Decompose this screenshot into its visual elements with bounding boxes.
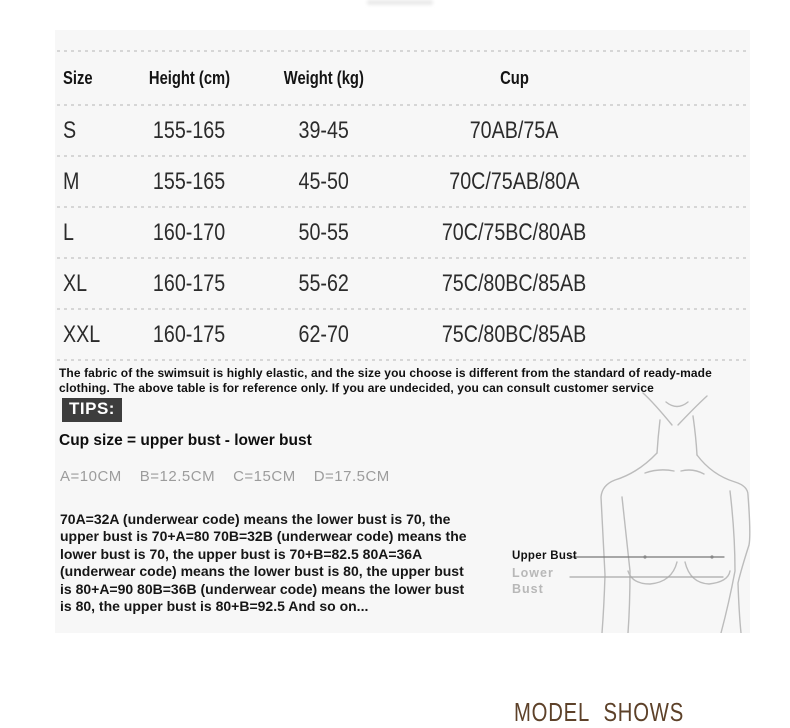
torso-diagram	[560, 385, 790, 633]
cell-height: 160-175	[152, 269, 226, 297]
cup-increment-values	[60, 468, 390, 485]
collarbone-right	[681, 470, 704, 474]
header-size: Size	[63, 67, 93, 88]
bust-point-left	[643, 555, 646, 558]
table-row-m	[57, 157, 748, 206]
table-row-xxl	[57, 310, 748, 359]
cup-code-explanation: 70A=32A (underwear code) means the lower bust is 70, the upper bust is 70+A=80 70B=32B (underwear code) means the lower bust is 70, the upper bust is 70+B=82.5 80A=36A (underwear code) means the lower bust is 80, the upper bust is 80+A=90 80B=36B (underwear code) means the lower bust is 80, the upper bust is 80+B=92.5 And so on...	[60, 511, 467, 615]
cell-size: S	[63, 116, 77, 144]
bust-point-right	[710, 555, 713, 558]
lower-bust-label-word2: Bust	[512, 582, 544, 596]
cell-cup: 75C/80BC/85AB	[441, 320, 587, 348]
cell-size: XL	[63, 269, 88, 297]
neck-left	[657, 420, 660, 453]
right-shoulder-side	[697, 455, 750, 633]
table-row-l	[57, 208, 748, 257]
cell-cup: 70C/75AB/80A	[448, 167, 580, 195]
left-bust-curve	[628, 562, 677, 584]
cell-weight: 50-55	[298, 218, 350, 246]
cell-height: 160-175	[152, 320, 226, 348]
table-row-s	[57, 106, 748, 155]
right-bust-curve	[685, 562, 730, 584]
cup-value-a: A=10CM	[60, 468, 122, 485]
cup-value-d: D=17.5CM	[313, 468, 390, 485]
cell-height: 155-165	[152, 116, 226, 144]
cell-cup: 75C/80BC/85AB	[441, 269, 587, 297]
chin-line-left	[643, 393, 672, 425]
size-chart-panel	[55, 30, 750, 633]
table-row-xl	[57, 259, 748, 308]
fabric-note: The fabric of the swimsuit is highly elastic, and the size you choose is different from the standard of ready-made clothing. The above table is for reference only. If you are undecided, you can consult customer service	[59, 366, 712, 395]
divider	[57, 359, 748, 361]
cell-weight: 62-70	[298, 320, 350, 348]
cup-size-formula: Cup size = upper bust - lower bust	[59, 432, 312, 449]
lower-bust-label-word1: Lower	[512, 566, 554, 580]
collarbone-left	[645, 470, 674, 473]
cell-size: L	[63, 218, 74, 246]
cell-weight: 55-62	[298, 269, 350, 297]
cell-size: XXL	[63, 320, 101, 348]
cup-value-c: C=15CM	[233, 468, 296, 485]
tips-badge: TIPS:	[62, 398, 122, 422]
header-weight: Weight (kg)	[283, 67, 365, 88]
left-inner-arm	[622, 497, 630, 633]
header-cup: Cup	[499, 67, 529, 88]
size-table	[57, 50, 748, 361]
neck-right	[693, 416, 697, 455]
cell-weight: 39-45	[298, 116, 350, 144]
cropped-title-remnant	[367, 0, 433, 5]
cell-height: 160-170	[152, 218, 226, 246]
chin-crease	[666, 402, 688, 407]
upper-bust-label: Upper Bust	[512, 550, 577, 562]
model-shows-heading: MODEL SHOWS	[514, 697, 685, 727]
cell-weight: 45-50	[298, 167, 350, 195]
cell-cup: 70AB/75A	[469, 116, 559, 144]
cell-size: M	[63, 167, 80, 195]
cell-height: 155-165	[152, 167, 226, 195]
cup-value-b: B=12.5CM	[139, 468, 216, 485]
right-inner-arm	[721, 491, 735, 633]
chin-line-right	[678, 396, 707, 425]
table-header-row	[57, 52, 748, 104]
cell-cup: 70C/75BC/80AB	[441, 218, 587, 246]
header-height: Height (cm)	[148, 67, 230, 88]
